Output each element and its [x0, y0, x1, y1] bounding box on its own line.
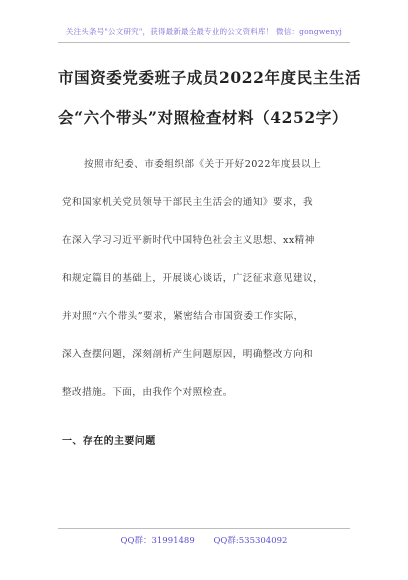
paragraph-line: 深入查摆问题，深刻剖析产生问题原因，明确整改方向和	[62, 349, 314, 360]
header-divider	[58, 42, 350, 43]
footer-qq-group-1: QQ群：31991489	[120, 536, 195, 546]
section-heading: 一、存在的主要问题	[62, 436, 156, 447]
paragraph-line: 按照市纪委、市委组织部《关于开好2022年度县以上	[84, 159, 322, 170]
footer-qq-group-2: QQ群:535304092	[213, 536, 288, 546]
paragraph-line: 并对照“六个带头”要求，紧密结合市国资委工作实际，	[62, 311, 304, 322]
paragraph-line: 党和国家机关党员领导干部民主生活会的通知》要求，我	[62, 197, 314, 208]
footer-divider	[58, 528, 350, 529]
paragraph-line: 和规定篇目的基础上，开展谈心谈话，广泛征求意见建议，	[62, 273, 324, 284]
paragraph-line: 整改措施。下面，由我作个对照检查。	[62, 387, 233, 398]
document-title-line-1: 市国资委党委班子成员2022年度民主生活	[58, 68, 362, 87]
header-banner: 关注头条号"公文研究"，获得最新最全最专业的公文资料库！ 微信：gongwenyj	[65, 27, 343, 36]
paragraph-line: 在深入学习习近平新时代中国特色社会主义思想、xx精神	[62, 235, 315, 246]
footer	[0, 534, 408, 546]
document-title-line-2: 会“六个带头”对照检查材料（4252字）	[58, 108, 348, 127]
